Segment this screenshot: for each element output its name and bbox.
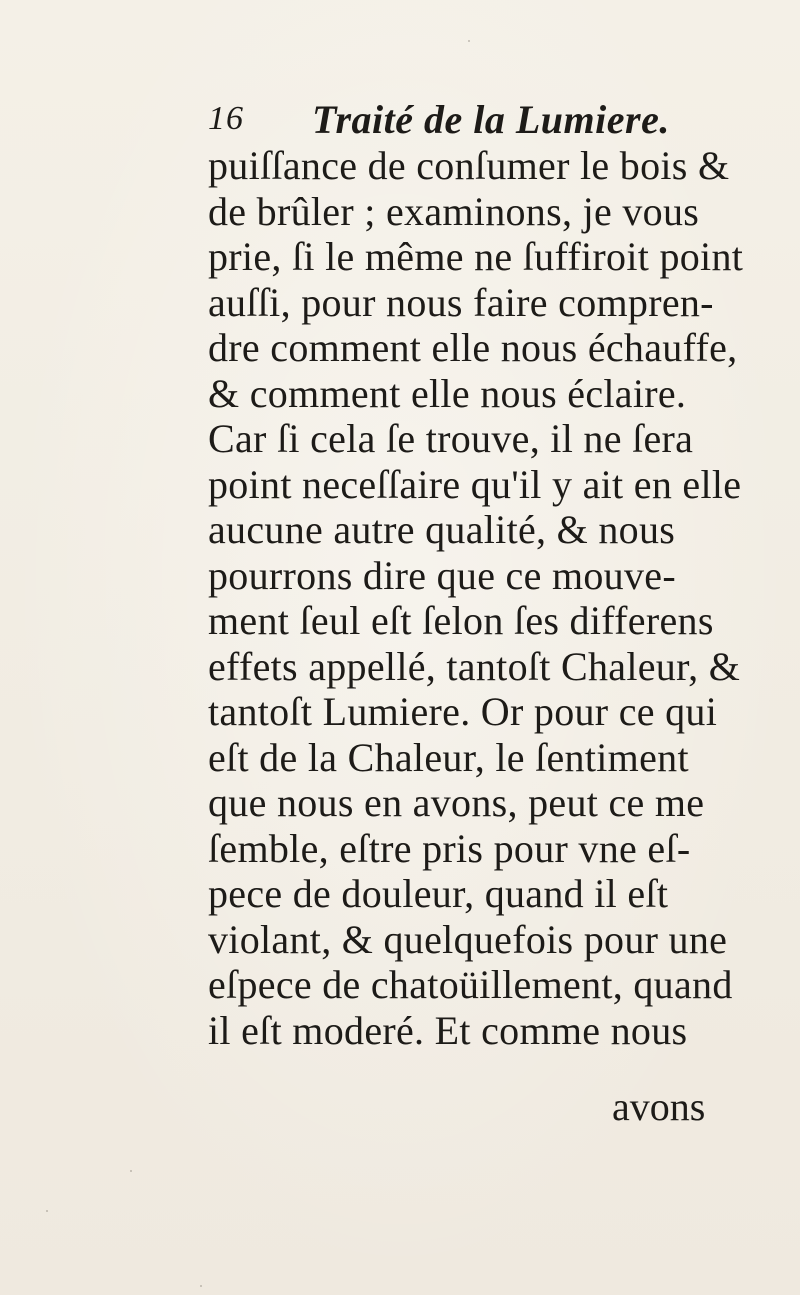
- text-line: prie, ſi le même ne ſuffiroit point: [208, 234, 744, 279]
- text-line: ſemble, eſtre pris pour vne eſ-: [208, 825, 691, 871]
- text-line: & comment elle nous éclaire.: [208, 370, 687, 416]
- text-line: Car ſi cela ſe trouve, il ne ſera: [208, 416, 694, 461]
- paper-speck: [200, 1285, 202, 1287]
- text-line: eſt de la Chaleur, le ſentiment: [208, 734, 689, 780]
- text-line: puiſſance de conſumer le bois &: [208, 143, 730, 188]
- text-line: violant, & quelquefois pour une: [208, 916, 728, 962]
- text-line: pourrons dire que ce mouve-: [208, 552, 676, 598]
- page-number: 16: [208, 100, 244, 137]
- paper-speck: [468, 40, 470, 42]
- text-line: dre comment elle nous échauffe,: [208, 325, 738, 370]
- text-line: tantoſt Lumiere. Or pour ce qui: [208, 689, 718, 734]
- text-line: de brûler ; examinons, je vous: [208, 188, 700, 234]
- text-line: auſſi, pour nous faire compren-: [208, 279, 714, 325]
- running-title: Traité de la Lumiere.: [312, 97, 670, 142]
- text-line: effets appellé, tantoſt Chaleur, &: [208, 643, 741, 689]
- text-line: que nous en avons, peut ce me: [208, 780, 705, 825]
- paper-speck: [46, 1210, 48, 1212]
- text-line: eſpece de chatoüillement, quand: [208, 962, 733, 1007]
- text-line: point neceſſaire qu'il y ait en elle: [208, 461, 742, 507]
- text-line: ment ſeul eſt ſelon ſes differens: [208, 598, 714, 643]
- paper-speck: [130, 1170, 132, 1172]
- text-line: pece de douleur, quand il eſt: [208, 871, 669, 916]
- page-header: [208, 96, 728, 144]
- catchword: avons: [612, 1084, 706, 1129]
- body-text: [208, 143, 748, 1053]
- text-line: il eſt moderé. Et comme nous: [208, 1007, 688, 1053]
- text-line: aucune autre qualité, & nous: [208, 507, 676, 552]
